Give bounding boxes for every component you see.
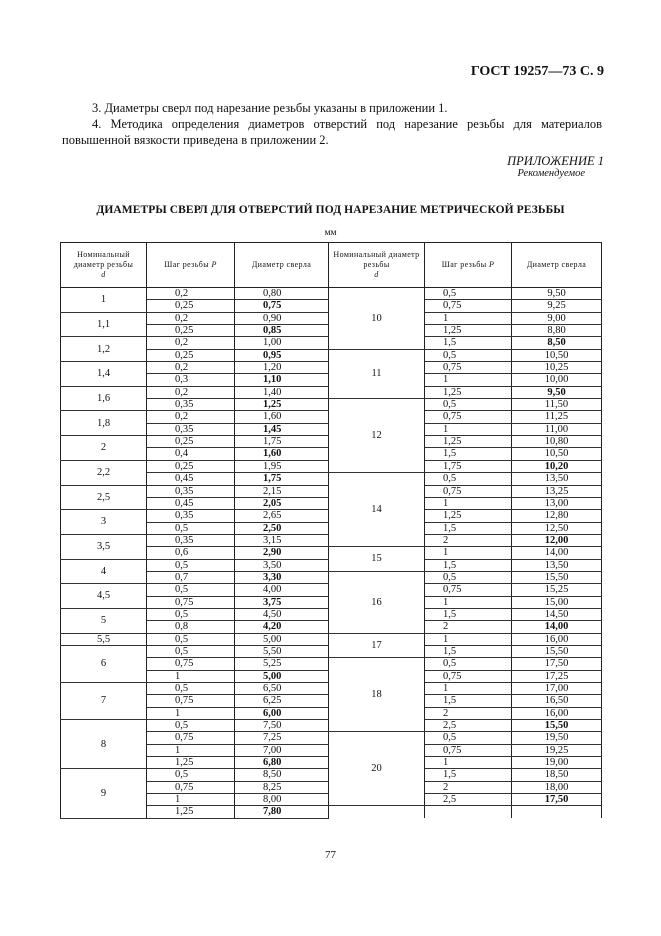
left-nominal-cell: 7 — [61, 683, 147, 720]
right-drill-cell: 10,25 — [512, 362, 602, 374]
left-pitch-cell: 0,2 — [147, 288, 235, 300]
left-nominal-cell: 1,2 — [61, 337, 147, 362]
right-drill-cell: 16,50 — [512, 695, 602, 707]
right-drill-cell: 10,80 — [512, 436, 602, 448]
right-pitch-cell: 0,75 — [425, 670, 512, 682]
left-nominal-cell: 8 — [61, 720, 147, 769]
right-drill-cell: 16,00 — [512, 707, 602, 719]
left-pitch-cell: 0,35 — [147, 534, 235, 546]
header-drill-right: Диаметр сверла — [512, 243, 602, 288]
right-drill-cell: 12,50 — [512, 522, 602, 534]
left-drill-cell: 5,50 — [235, 645, 329, 657]
left-drill-cell: 2,90 — [235, 547, 329, 559]
left-drill-cell: 1,20 — [235, 362, 329, 374]
right-pitch-cell: 0,5 — [425, 473, 512, 485]
right-drill-cell: 13,50 — [512, 473, 602, 485]
left-drill-cell: 4,20 — [235, 621, 329, 633]
header-code: ГОСТ 19257—73 С. 9 — [470, 64, 604, 79]
left-drill-cell: 6,25 — [235, 695, 329, 707]
left-pitch-cell: 0,5 — [147, 769, 235, 781]
right-drill-cell: 9,00 — [512, 312, 602, 324]
right-drill-cell: 10,20 — [512, 460, 602, 472]
left-pitch-cell: 0,2 — [147, 337, 235, 349]
right-drill-cell: 8,50 — [512, 337, 602, 349]
left-drill-cell: 8,25 — [235, 781, 329, 793]
left-nominal-cell: 6 — [61, 645, 147, 682]
right-drill-cell: 14,00 — [512, 621, 602, 633]
right-drill-cell: 17,50 — [512, 658, 602, 670]
left-pitch-cell: 0,25 — [147, 460, 235, 472]
left-pitch-cell: 1 — [147, 670, 235, 682]
left-nominal-cell: 1,6 — [61, 386, 147, 411]
right-nominal-cell: 16 — [329, 571, 425, 633]
right-drill-cell: 14,50 — [512, 608, 602, 620]
left-pitch-cell: 0,35 — [147, 423, 235, 435]
left-drill-cell: 1,10 — [235, 374, 329, 386]
left-drill-cell: 1,75 — [235, 436, 329, 448]
right-drill-cell: 13,25 — [512, 485, 602, 497]
left-pitch-cell: 1 — [147, 707, 235, 719]
right-nominal-cell: 18 — [329, 658, 425, 732]
right-pitch-cell: 1,75 — [425, 460, 512, 472]
right-drill-cell: 18,00 — [512, 781, 602, 793]
right-drill-cell: 13,00 — [512, 497, 602, 509]
left-drill-cell: 2,65 — [235, 510, 329, 522]
left-pitch-cell: 1 — [147, 794, 235, 806]
left-drill-cell: 2,15 — [235, 485, 329, 497]
right-pitch-cell: 1,5 — [425, 769, 512, 781]
right-drill-cell: 10,50 — [512, 349, 602, 361]
left-pitch-cell: 0,75 — [147, 781, 235, 793]
right-drill-cell: 15,25 — [512, 584, 602, 596]
table-body — [61, 288, 602, 819]
left-pitch-cell: 0,25 — [147, 349, 235, 361]
left-drill-cell: 5,00 — [235, 633, 329, 645]
left-pitch-cell: 1,25 — [147, 757, 235, 769]
left-pitch-cell: 0,35 — [147, 510, 235, 522]
right-drill-cell: 17,50 — [512, 794, 602, 806]
right-pitch-cell: 2 — [425, 707, 512, 719]
left-drill-cell: 6,00 — [235, 707, 329, 719]
right-pitch-cell: 0,75 — [425, 744, 512, 756]
table-header-row — [61, 243, 602, 288]
right-drill-cell: 11,25 — [512, 411, 602, 423]
left-drill-cell: 4,00 — [235, 584, 329, 596]
left-drill-cell: 7,50 — [235, 720, 329, 732]
left-nominal-cell: 3,5 — [61, 534, 147, 559]
left-pitch-cell: 0,5 — [147, 683, 235, 695]
left-drill-cell: 1,60 — [235, 448, 329, 460]
right-drill-cell: 11,00 — [512, 423, 602, 435]
right-nominal-cell: 10 — [329, 288, 425, 350]
right-pitch-cell: 1,5 — [425, 522, 512, 534]
right-nominal-empty — [329, 806, 425, 818]
left-pitch-cell: 1 — [147, 744, 235, 756]
right-nominal-cell: 17 — [329, 633, 425, 658]
right-nominal-cell: 12 — [329, 399, 425, 473]
right-nominal-cell: 20 — [329, 732, 425, 806]
left-nominal-cell: 1,8 — [61, 411, 147, 436]
table-row — [61, 288, 602, 300]
left-pitch-cell: 0,3 — [147, 374, 235, 386]
right-pitch-cell: 2 — [425, 781, 512, 793]
right-drill-cell: 12,00 — [512, 534, 602, 546]
right-drill-cell: 9,50 — [512, 386, 602, 398]
left-drill-cell: 1,40 — [235, 386, 329, 398]
left-pitch-cell: 0,35 — [147, 485, 235, 497]
header-nominal-right: Номинальный диаметр резьбы d — [329, 243, 425, 288]
right-drill-cell: 19,25 — [512, 744, 602, 756]
right-drill-cell: 19,50 — [512, 732, 602, 744]
left-nominal-cell: 2,2 — [61, 460, 147, 485]
left-pitch-cell: 0,7 — [147, 571, 235, 583]
right-pitch-cell: 1,25 — [425, 510, 512, 522]
left-drill-cell: 5,25 — [235, 658, 329, 670]
right-drill-cell: 17,00 — [512, 683, 602, 695]
right-pitch-cell: 1,25 — [425, 386, 512, 398]
paragraph-3: 3. Диаметры сверл под нарезание резьбы указаны в приложении 1. — [92, 101, 448, 115]
right-pitch-cell: 2,5 — [425, 794, 512, 806]
left-pitch-cell: 0,5 — [147, 633, 235, 645]
right-pitch-cell: 1 — [425, 596, 512, 608]
header-pitch-left: Шаг резьбы P — [147, 243, 235, 288]
header-pitch-right: Шаг резьбы P — [425, 243, 512, 288]
left-pitch-cell: 0,75 — [147, 732, 235, 744]
right-drill-cell: 8,80 — [512, 325, 602, 337]
right-drill-cell: 19,00 — [512, 757, 602, 769]
left-pitch-cell: 0,25 — [147, 436, 235, 448]
right-pitch-cell: 1 — [425, 497, 512, 509]
left-drill-cell: 7,25 — [235, 732, 329, 744]
right-pitch-cell: 2 — [425, 621, 512, 633]
left-drill-cell: 0,80 — [235, 288, 329, 300]
left-pitch-cell: 0,5 — [147, 720, 235, 732]
right-pitch-cell: 1,25 — [425, 436, 512, 448]
right-pitch-cell: 0,75 — [425, 362, 512, 374]
left-pitch-cell: 0,8 — [147, 621, 235, 633]
left-nominal-cell: 2 — [61, 436, 147, 461]
right-nominal-cell: 15 — [329, 547, 425, 572]
left-nominal-cell: 5 — [61, 608, 147, 633]
left-drill-cell: 4,50 — [235, 608, 329, 620]
right-pitch-cell: 1 — [425, 374, 512, 386]
left-pitch-cell: 0,2 — [147, 312, 235, 324]
right-pitch-cell: 1 — [425, 633, 512, 645]
left-pitch-cell: 0,5 — [147, 522, 235, 534]
right-drill-cell: 15,00 — [512, 596, 602, 608]
left-drill-cell: 0,75 — [235, 300, 329, 312]
right-pitch-cell: 0,5 — [425, 658, 512, 670]
right-pitch-cell: 2,5 — [425, 720, 512, 732]
left-pitch-cell: 0,2 — [147, 362, 235, 374]
right-nominal-cell: 11 — [329, 349, 425, 398]
left-pitch-cell: 0,5 — [147, 559, 235, 571]
left-drill-cell: 8,50 — [235, 769, 329, 781]
right-pitch-cell: 0,5 — [425, 732, 512, 744]
left-drill-cell: 1,00 — [235, 337, 329, 349]
right-drill-cell: 13,50 — [512, 559, 602, 571]
left-drill-cell: 3,15 — [235, 534, 329, 546]
left-drill-cell: 1,25 — [235, 399, 329, 411]
left-nominal-cell: 9 — [61, 769, 147, 818]
right-pitch-cell: 2 — [425, 534, 512, 546]
right-pitch-empty — [425, 806, 512, 818]
right-drill-cell: 16,00 — [512, 633, 602, 645]
page-number: 77 — [325, 849, 336, 861]
left-pitch-cell: 1,25 — [147, 806, 235, 818]
appendix-title: ПРИЛОЖЕНИЕ 1 — [507, 154, 604, 168]
right-drill-cell: 9,25 — [512, 300, 602, 312]
left-drill-cell: 6,80 — [235, 757, 329, 769]
right-pitch-cell: 0,5 — [425, 571, 512, 583]
right-pitch-cell: 0,5 — [425, 349, 512, 361]
left-drill-cell: 2,50 — [235, 522, 329, 534]
left-nominal-cell: 4,5 — [61, 584, 147, 609]
right-pitch-cell: 0,5 — [425, 288, 512, 300]
right-pitch-cell: 1,5 — [425, 645, 512, 657]
left-drill-cell: 0,95 — [235, 349, 329, 361]
right-pitch-cell: 1 — [425, 683, 512, 695]
left-drill-cell: 1,75 — [235, 473, 329, 485]
right-pitch-cell: 0,75 — [425, 485, 512, 497]
right-pitch-cell: 1,5 — [425, 559, 512, 571]
right-pitch-cell: 1,5 — [425, 337, 512, 349]
left-pitch-cell: 0,75 — [147, 596, 235, 608]
left-pitch-cell: 0,5 — [147, 584, 235, 596]
left-pitch-cell: 0,5 — [147, 645, 235, 657]
left-drill-cell: 6,50 — [235, 683, 329, 695]
right-pitch-cell: 0,75 — [425, 300, 512, 312]
left-drill-cell: 7,80 — [235, 806, 329, 818]
left-drill-cell: 1,60 — [235, 411, 329, 423]
right-drill-cell: 12,80 — [512, 510, 602, 522]
right-pitch-cell: 1 — [425, 547, 512, 559]
left-nominal-cell: 3 — [61, 510, 147, 535]
paragraph-4: 4. Методика определения диаметров отверстий под нарезание резьбы для материалов повышенной вязкости приведена в приложении 2. — [62, 117, 602, 147]
right-pitch-cell: 1,5 — [425, 608, 512, 620]
header-nominal-left: Номинальный диаметр резьбы d — [61, 243, 147, 288]
right-drill-cell: 10,50 — [512, 448, 602, 460]
right-pitch-cell: 1 — [425, 423, 512, 435]
left-drill-cell: 3,50 — [235, 559, 329, 571]
table-row — [61, 633, 602, 645]
left-nominal-cell: 5,5 — [61, 633, 147, 645]
right-drill-cell: 17,25 — [512, 670, 602, 682]
left-pitch-cell: 0,5 — [147, 608, 235, 620]
left-pitch-cell: 0,25 — [147, 325, 235, 337]
left-pitch-cell: 0,75 — [147, 695, 235, 707]
left-pitch-cell: 0,6 — [147, 547, 235, 559]
right-drill-cell: 9,50 — [512, 288, 602, 300]
left-nominal-cell: 1 — [61, 288, 147, 313]
units-label: мм — [324, 228, 337, 238]
left-pitch-cell: 0,35 — [147, 399, 235, 411]
right-drill-cell: 11,50 — [512, 399, 602, 411]
right-pitch-cell: 0,5 — [425, 399, 512, 411]
right-drill-cell: 14,00 — [512, 547, 602, 559]
left-drill-cell: 5,00 — [235, 670, 329, 682]
right-pitch-cell: 1,5 — [425, 695, 512, 707]
left-nominal-cell: 2,5 — [61, 485, 147, 510]
table-title: ДИАМЕТРЫ СВЕРЛ ДЛЯ ОТВЕРСТИЙ ПОД НАРЕЗАНИЕ МЕТРИЧЕСКОЙ РЕЗЬБЫ — [96, 204, 565, 216]
left-nominal-cell: 4 — [61, 559, 147, 584]
left-pitch-cell: 0,2 — [147, 411, 235, 423]
right-drill-cell: 18,50 — [512, 769, 602, 781]
appendix-subtitle: Рекомендуемое — [517, 168, 585, 179]
left-pitch-cell: 0,2 — [147, 386, 235, 398]
left-drill-cell: 0,90 — [235, 312, 329, 324]
right-pitch-cell: 0,75 — [425, 411, 512, 423]
right-drill-cell: 15,50 — [512, 645, 602, 657]
left-drill-cell: 8,00 — [235, 794, 329, 806]
left-drill-cell: 7,00 — [235, 744, 329, 756]
left-pitch-cell: 0,4 — [147, 448, 235, 460]
right-pitch-cell: 1 — [425, 757, 512, 769]
left-pitch-cell: 0,45 — [147, 497, 235, 509]
header-drill-left: Диаметр сверла — [235, 243, 329, 288]
right-drill-cell: 15,50 — [512, 571, 602, 583]
right-pitch-cell: 0,75 — [425, 584, 512, 596]
right-drill-empty — [512, 806, 602, 818]
left-drill-cell: 1,45 — [235, 423, 329, 435]
left-nominal-cell: 1,1 — [61, 312, 147, 337]
right-pitch-cell: 1,5 — [425, 448, 512, 460]
drill-diameter-table — [60, 242, 602, 819]
left-drill-cell: 2,05 — [235, 497, 329, 509]
left-pitch-cell: 0,25 — [147, 300, 235, 312]
left-drill-cell: 3,75 — [235, 596, 329, 608]
left-drill-cell: 3,30 — [235, 571, 329, 583]
right-drill-cell: 15,50 — [512, 720, 602, 732]
right-drill-cell: 10,00 — [512, 374, 602, 386]
right-nominal-cell: 14 — [329, 473, 425, 547]
left-pitch-cell: 0,45 — [147, 473, 235, 485]
left-pitch-cell: 0,75 — [147, 658, 235, 670]
left-nominal-cell: 1,4 — [61, 362, 147, 387]
left-drill-cell: 0,85 — [235, 325, 329, 337]
right-pitch-cell: 1 — [425, 312, 512, 324]
left-drill-cell: 1,95 — [235, 460, 329, 472]
right-pitch-cell: 1,25 — [425, 325, 512, 337]
